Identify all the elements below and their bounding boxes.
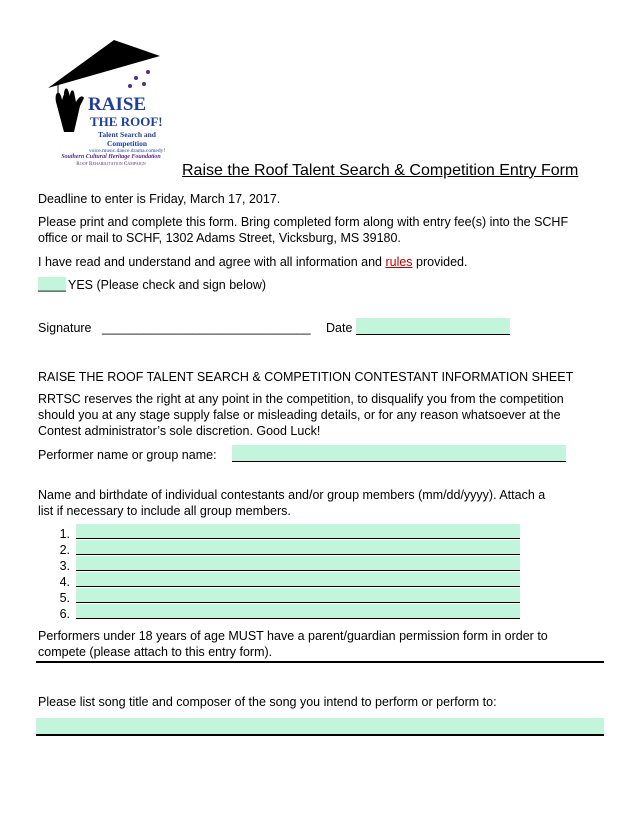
member-field-2[interactable] [76,540,520,555]
under18-line-2: compete (please attach to this entry form). [38,645,273,659]
member-field-1[interactable] [76,524,520,539]
yes-label: YES (Please check and sign below) [68,278,267,292]
member-number-5: 5. [59,591,70,605]
member-field-6[interactable] [76,604,520,619]
instructions-line-1: Please print and complete this form. Bring completed form along with entry fee(s) into the SCHF [38,215,569,229]
under18-line-1: Performers under 18 years of age MUST have a parent/guardian permission form in order to [38,629,548,643]
agree-suffix: provided. [416,255,468,269]
members-instructions-2: list if necessary to include all group members. [38,504,291,518]
agree-prefix: I have read and understand and agree with all information and [38,255,382,269]
section-divider [36,661,604,663]
logo-tagline-1: Talent Search and [98,130,156,139]
date-label: Date [326,321,353,335]
member-number-1: 1. [59,527,70,541]
deadline-text: Deadline to enter is Friday, March 17, 2017. [38,192,281,206]
members-instructions-1: Name and birthdate of individual contestants and/or group members (mm/dd/yyyy). Attach a [38,488,546,502]
performer-name-field[interactable] [232,445,566,462]
instructions-line-2: office or mail to SCHF, 1302 Adams Street, Vicksburg, MS 39180. [38,231,401,245]
logo-campaign: Roof Rehabilitation Campaign [76,161,146,167]
song-field[interactable] [36,718,604,736]
member-number-6: 6. [59,607,70,621]
yes-checkbox-blank: ____ [38,278,66,292]
member-number-4: 4. [59,575,70,589]
performer-label: Performer name or group name: [38,448,217,462]
info-sheet-heading: RAISE THE ROOF TALENT SEARCH & COMPETITION CONTESTANT INFORMATION SHEET [38,370,574,384]
rules-link[interactable]: rules [385,255,413,269]
rrtsc-line-3: Contest administrator’s sole discretion. Good Luck! [38,424,321,438]
logo-genres: voice.music.dance.drama.comedy! [88,148,166,154]
member-number-3: 3. [59,559,70,573]
form-title: Raise the Roof Talent Search & Competition Entry Form [182,162,579,179]
logo-raise: RAISE [88,94,147,115]
signature-field[interactable]: ______________________________ [102,321,311,335]
logo-foundation: Southern Cultural Heritage Foundation [61,154,161,160]
agree-statement [38,254,467,271]
member-field-3[interactable] [76,556,520,571]
member-field-5[interactable] [76,588,520,603]
logo-the-roof: THE ROOF! [90,114,163,129]
logo-tagline-2: Competition [107,139,147,148]
song-prompt: Please list song title and composer of the song you intend to perform or perform to: [38,695,497,709]
rrtsc-line-1: RRTSC reserves the right at any point in the competition, to disqualify you from the competition [38,392,564,406]
rrtsc-line-2: should you at any stage supply false or misleading details, or for any reason whatsoever at the [38,408,561,422]
logo [44,40,170,170]
date-field[interactable] [356,318,510,335]
member-number-2: 2. [59,543,70,557]
signature-label: Signature [38,321,92,335]
member-field-4[interactable] [76,572,520,587]
